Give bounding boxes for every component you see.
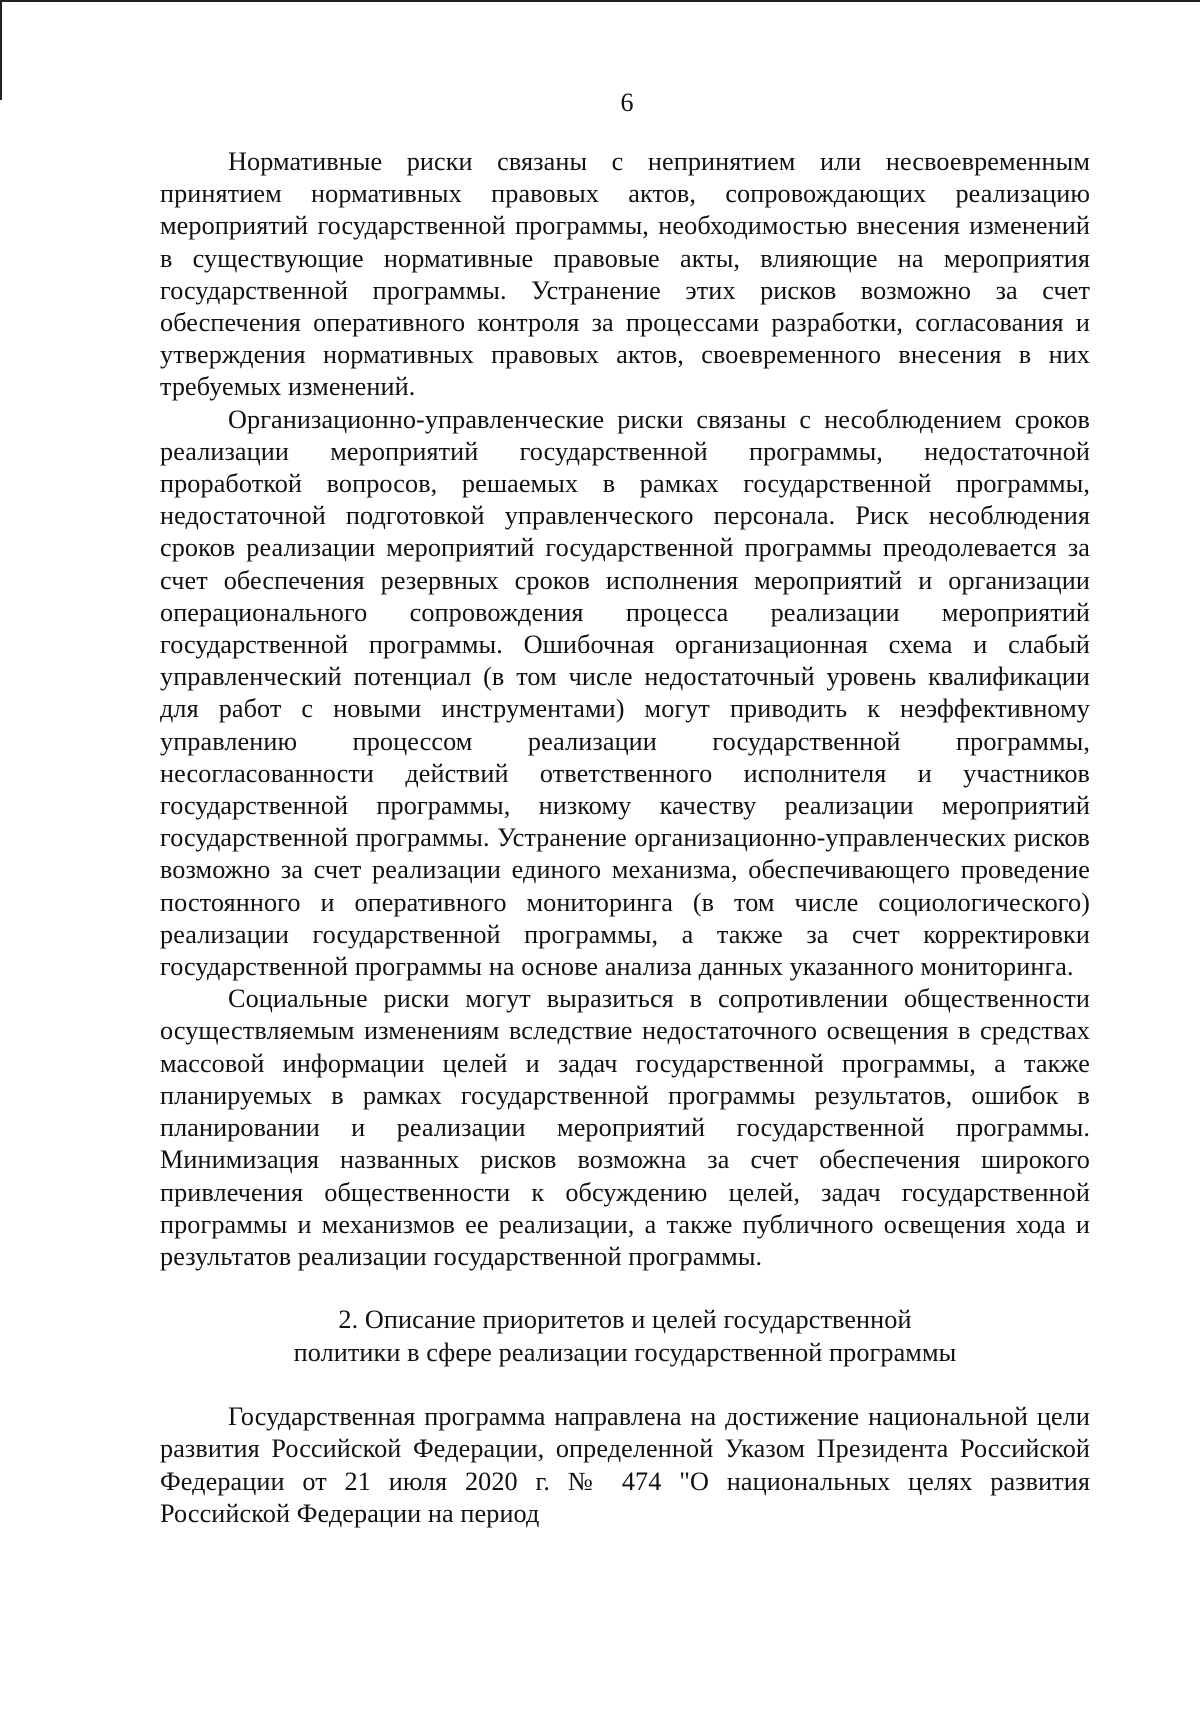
paragraph-social-risks: Социальные риски могут выразиться в сопротивлении общественности осуществляемым изменениям вследствие недостаточного освещения в средствах массовой информации целей и задач государственной программы, а также планируемых в рамках государственной программы результатов, ошибок в планировании и реализации мероприятий государственной программы. Минимизация названных рисков возможна за счет обеспечения широкого привлечения общественности к обсуждению целей, задач государственной программы и механизмов ее реализации, а также публичного освещения хода и результатов реализации государственной программы. [160,984,1090,1271]
page-number: 6 [620,88,634,117]
scan-edge-top [0,0,1200,2]
section-heading [160,1303,1090,1369]
section-heading-line2: политики в сфере реализации государственной программы [293,1338,957,1368]
paragraph-program-goals: Государственная программа направлена на достижение национальной цели развития Российской Федерации, определенной Указом Президента Российской Федерации от 21 июля 2020 г. № 474 "О национальных целях развития Российской Федерации на период [160,1402,1090,1528]
scan-edge-left [0,0,2,100]
document-body [160,146,1090,1530]
paragraph-normative-risks: Нормативные риски связаны с непринятием или несвоевременным принятием нормативных правовых актов, сопровождающих реализацию мероприятий государственной программы, необходимостью внесения изменений в существующие нормативные правовые акты, влияющие на мероприятия государственной программы. Устранение этих рисков возможно за счет обеспечения оперативного контроля за процессами разработки, согласования и утверждения нормативных правовых актов, своевременного внесения в них требуемых изменений. [160,147,1090,402]
section-heading-line1: 2. Описание приоритетов и целей государственной [338,1305,912,1335]
paragraph-organizational-risks: Организационно-управленческие риски связаны с несоблюдением сроков реализации мероприятий государственной программы, недостаточной проработкой вопросов, решаемых в рамках государственной программы, недостаточной подготовкой управленческого персонала. Риск несоблюдения сроков реализации мероприятий государственной программы преодолевается за счет обеспечения резервных сроков исполнения мероприятий и организации операционального сопровождения процесса реализации мероприятий государственной программы. Ошибочная организационная схема и слабый управленческий потенциал (в том числе недостаточный уровень квалификации для работ с новыми инструментами) могут приводить к неэффективному управлению процессом реализации государственной программы, несогласованности действий ответственного исполнителя и участников государственной программы, низкому качеству реализации мероприятий государственной программы. Устранение организационно-управленческих рисков возможно за счет реализации единого механизма, обеспечивающего проведение постоянного и оперативного мониторинга (в том числе социологического) реализации государственной программы, а также за счет корректировки государственной программы на основе анализа данных указанного мониторинга. [160,404,1090,982]
